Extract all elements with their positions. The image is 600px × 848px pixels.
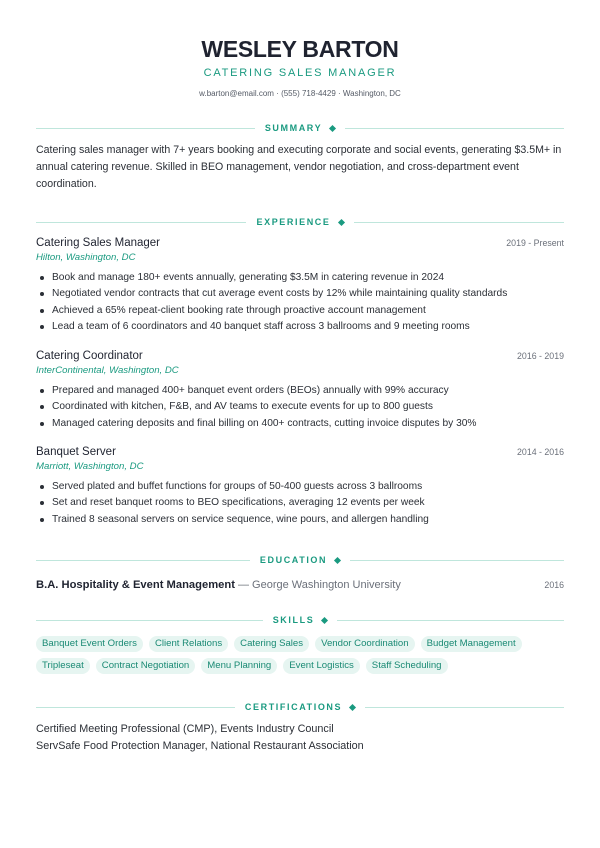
skill-tag: Tripleseat	[36, 658, 90, 674]
experience-heading-label: EXPERIENCE	[256, 217, 331, 227]
education-heading	[36, 553, 564, 567]
divider	[345, 128, 564, 129]
job-company: Hilton, Washington, DC	[36, 252, 136, 263]
divider	[36, 560, 250, 561]
job-bullets	[36, 270, 564, 336]
skill-tag: Staff Scheduling	[366, 658, 448, 674]
job-bullet: Managed catering deposits and final billing on 400+ contracts, cutting invoice disputes by 30%	[36, 416, 564, 432]
divider	[36, 620, 263, 621]
education-heading-label: EDUCATION	[259, 555, 328, 565]
certification-item: Certified Meeting Professional (CMP), Events Industry Council	[36, 723, 334, 735]
job-dates: 2019 - Present	[506, 238, 564, 248]
job-entry	[36, 350, 564, 432]
skill-tag: Catering Sales	[234, 636, 309, 652]
job-bullet: Lead a team of 6 coordinators and 40 banquet staff across 3 ballrooms and 9 meeting rooms	[36, 319, 564, 335]
skill-tag: Event Logistics	[283, 658, 360, 674]
job-role: Catering Coordinator	[36, 350, 143, 362]
certification-item: ServSafe Food Protection Manager, National Restaurant Association	[36, 739, 364, 752]
diamond-icon	[337, 218, 344, 225]
diamond-icon	[334, 556, 341, 563]
summary-heading	[36, 121, 564, 135]
skill-tag: Contract Negotiation	[96, 658, 195, 674]
divider	[354, 222, 564, 223]
divider	[365, 707, 564, 708]
job-bullet: Trained 8 seasonal servers on service sequence, wine pours, and allergen handling	[36, 512, 564, 528]
job-bullets	[36, 479, 564, 528]
skill-tag: Budget Management	[421, 636, 522, 652]
certifications-heading	[36, 700, 564, 714]
skill-tag: Banquet Event Orders	[36, 636, 143, 652]
school: — George Washington University	[234, 579, 401, 591]
diamond-icon	[349, 703, 356, 710]
certifications-list	[36, 721, 564, 754]
skill-tag: Vendor Coordination	[315, 636, 414, 652]
degree: B.A. Hospitality & Event Management	[36, 579, 235, 591]
summary-text: Catering sales manager with 7+ years booking and executing corporate and social events, generating $3.5M+ in annual catering revenue. Skilled in BEO management, vendor negotiation, and cross-department event coordination.	[36, 144, 562, 190]
job-company: Marriott, Washington, DC	[36, 461, 144, 472]
divider	[36, 222, 246, 223]
skills-list	[36, 636, 536, 674]
job-bullet: Achieved a 65% repeat-client booking rate through proactive account management	[36, 303, 564, 319]
job-role: Banquet Server	[36, 446, 116, 458]
skills-heading-label: SKILLS	[272, 615, 315, 625]
divider	[36, 707, 235, 708]
diamond-icon	[321, 616, 328, 623]
job-entry	[36, 237, 564, 336]
candidate-title: CATERING SALES MANAGER	[203, 67, 397, 79]
experience-heading	[36, 215, 564, 229]
job-dates: 2014 - 2016	[517, 447, 564, 457]
job-bullet: Served plated and buffet functions for groups of 50-400 guests across 3 ballrooms	[36, 479, 564, 495]
job-bullet: Prepared and managed 400+ banquet event orders (BEOs) annually with 99% accuracy	[36, 383, 564, 399]
summary-heading-label: SUMMARY	[264, 123, 323, 133]
job-entry	[36, 446, 564, 528]
job-role: Catering Sales Manager	[36, 237, 161, 249]
job-bullet: Set and reset banquet rooms to BEO specifications, averaging 12 events per week	[36, 495, 564, 511]
skill-tag: Client Relations	[149, 636, 228, 652]
certifications-heading-label: CERTIFICATIONS	[244, 702, 343, 712]
skill-tag: Menu Planning	[201, 658, 277, 674]
contact-line: w.barton@email.com · (555) 718-4429 · Washington, DC	[199, 89, 401, 98]
job-bullets	[36, 383, 564, 432]
divider	[337, 620, 564, 621]
job-dates: 2016 - 2019	[517, 351, 564, 361]
job-company: InterContinental, Washington, DC	[36, 365, 179, 376]
skills-heading	[36, 613, 564, 627]
job-bullet: Coordinated with kitchen, F&B, and AV teams to execute events for up to 800 guests	[36, 399, 564, 415]
resume-header	[36, 0, 564, 99]
education-entry	[36, 575, 564, 593]
job-bullet: Book and manage 180+ events annually, generating $3.5M in catering revenue in 2024	[36, 270, 564, 286]
graduation-year: 2016	[544, 580, 564, 590]
job-bullet: Negotiated vendor contracts that cut average event costs by 12% while maintaining quality standards	[36, 286, 564, 302]
candidate-name: WESLEY BARTON	[201, 36, 399, 62]
divider	[350, 560, 564, 561]
diamond-icon	[329, 124, 336, 131]
divider	[36, 128, 255, 129]
